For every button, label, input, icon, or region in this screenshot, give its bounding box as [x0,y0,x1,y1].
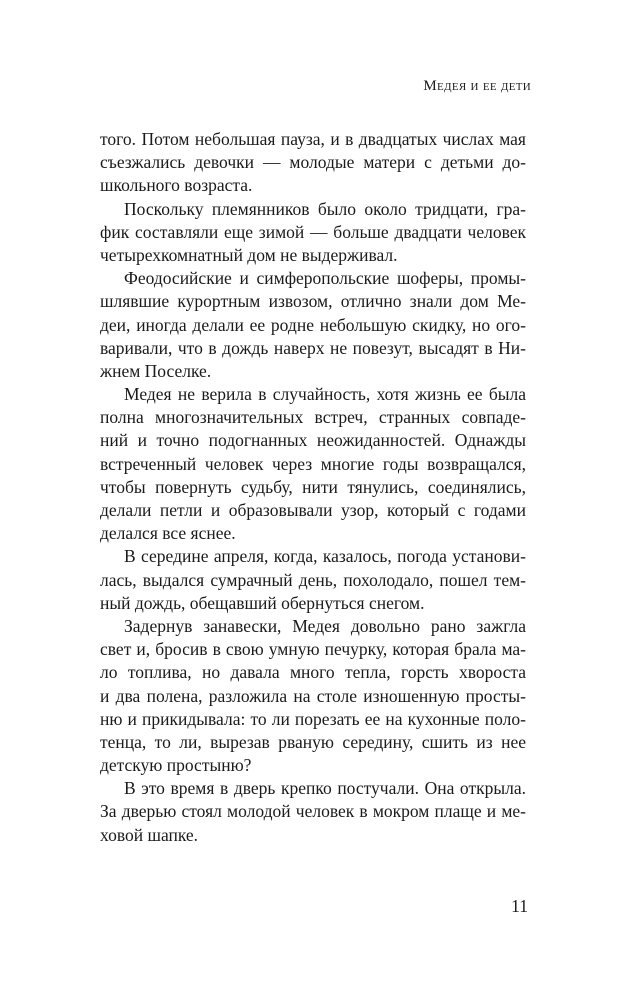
running-header: Медея и ее дети [423,78,531,94]
text-line: Медея не верила в случайность, хотя жизнь ее была [124,384,526,405]
paragraph [100,128,526,198]
text-line: и два полена, разложила на столе изношенную просты- [100,685,526,706]
text-line: чтобы повернуть судьбу, нити тянулись, соединялись, [100,476,526,497]
text-line: того. Потом небольшая пауза, и в двадцатых числах мая [100,129,526,149]
text-line: полна многозначительных встреч, странных совпаде- [100,407,526,428]
text-line: ний и точно подогнанных неожиданностей. Однажды [100,430,526,451]
text-line: Поскольку племянников было около тридцати, гра- [124,198,526,219]
text-line: ло топлива, но давала много тепла, горсть хвороста [100,662,526,683]
text-line: делали петли и образовывали узор, который с годами [100,500,526,520]
text-line: Задернув занавески, Медея довольно рано зажгла [124,615,526,636]
text-line: тенца, то ли, вырезав рваную середину, сшить из нее [100,731,526,752]
paragraph [100,545,526,615]
text-line: четырехкомнатный дом не выдерживал. [100,244,398,265]
text-line: В это время в дверь крепко постучали. Она открыла. [124,778,526,799]
text-line: ню и прикидывала: то ли порезать ее на кухонные поло- [100,708,526,729]
text-line: свет и, бросив в свою умную печурку, которая брала ма- [100,639,526,660]
text-line: В середине апреля, когда, казалось, погода установи- [124,546,526,567]
text-line: фик составляли еще зимой — больше двадцати человек [100,221,526,242]
text-line: съезжались девочки — молодые матери с детьми до- [100,152,526,173]
text-line: встреченный человек через многие годы возвращался, [100,453,526,474]
paragraph [100,198,526,268]
text-line: деи, иногда делали ее родне небольшую скидку, но ого- [100,314,526,335]
text-line: жнем Поселке. [100,360,212,381]
paragraph [100,267,526,383]
text-line: Феодосийские и симферопольские шоферы, промы- [124,268,526,289]
text-line: ный дождь, обещавший обернуться снегом. [100,592,425,613]
text-line: лась, выдался сумрачный день, похолодало, пошел тем- [100,569,526,590]
paragraph [100,615,526,777]
page-number: 11 [511,896,528,916]
text-line: За дверью стоял молодой человек в мокром плаще и ме- [100,801,526,822]
text-line: шлявшие курортным извозом, отлично знали дом Ме- [100,291,526,312]
paragraph [100,777,526,847]
paragraph [100,383,526,545]
text-line: делался все яснее. [100,523,236,544]
text-line: школьного возраста. [100,175,253,196]
body-text [100,128,526,847]
text-line: варивали, что в дождь наверх не повезут, высадят в Ни- [100,337,526,358]
text-line: ховой шапке. [100,824,199,845]
text-line: детскую простыню? [100,755,252,776]
